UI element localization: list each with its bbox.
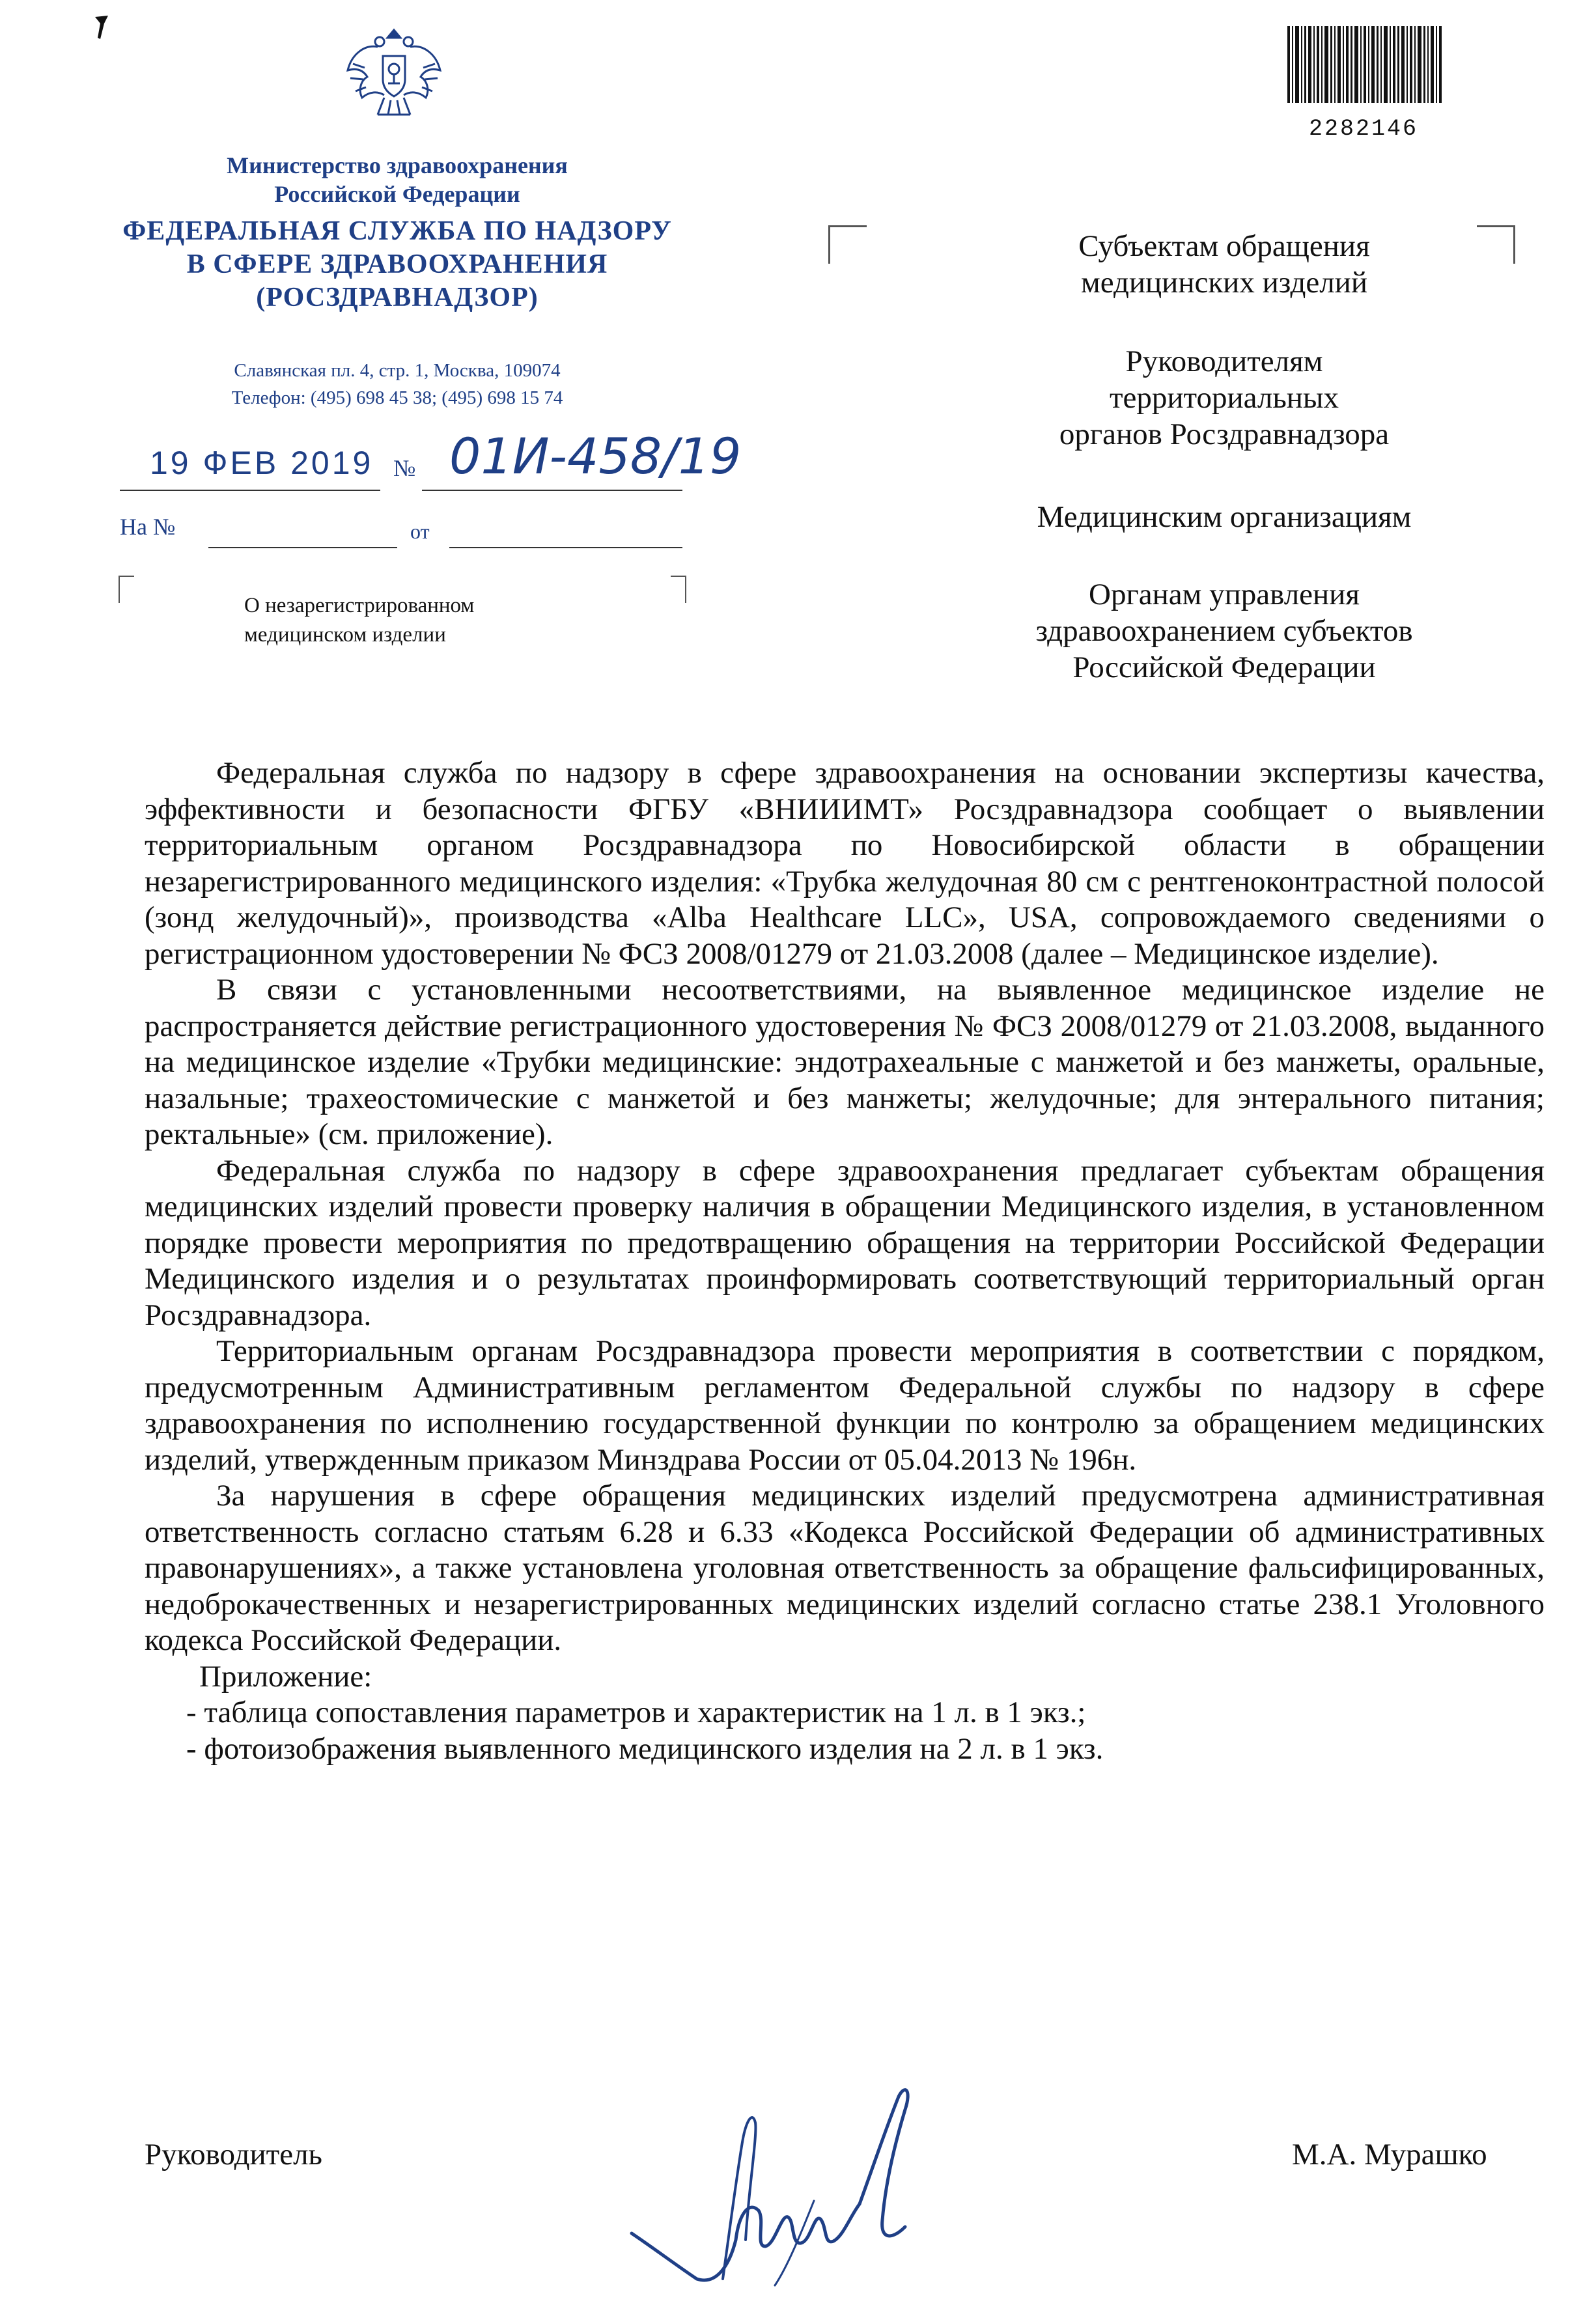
recipient-line: Руководителям (1125, 344, 1323, 378)
subject-bracket-right (671, 576, 686, 603)
ink-mark (91, 14, 111, 40)
recipient-group (925, 499, 1524, 535)
body-paragraph: Территориальным органам Росздравнадзора провести мероприятия в соответствии с порядком, предусмотренным Административным регламентом Федеральной службы по надзору в сфере здравоохранения по исполнению государственной функции по контролю за обращением медицинских изделий, утвержденным приказом Минздрава России от 05.04.2013 № 196н. (145, 1334, 1545, 1477)
recipient-line: Органам управления (1089, 578, 1360, 611)
ministry-name (169, 151, 625, 208)
date-underline (120, 490, 380, 491)
number-underline (422, 490, 682, 491)
service-line: В СФЕРЕ ЗДРАВООХРАНЕНИЯ (186, 249, 608, 279)
reply-from-underline (449, 547, 682, 548)
annex-block (145, 1659, 1545, 1768)
body-paragraph: Федеральная служба по надзору в сфере здравоохранения предлагает субъектам обращения медицинских изделий провести проверку наличия в обращении Медицинского изделия, в установленном порядке провести мероприятия по предотвращению обращения на территории Российской Федерации Медицинского изделия и о результатах проинформировать соответствующий территориальный орган Росздравнадзора. (145, 1153, 1545, 1332)
recipient-group (925, 228, 1524, 301)
signatory-name: М.А. Мурашко (1292, 2138, 1487, 2171)
signatory-position: Руководитель (145, 2138, 322, 2171)
body-paragraph: В связи с установленными несоответствиями, на выявленное медицинское изделие не распространяется действие регистрационного удостоверения № ФСЗ 2008/01279 от 21.03.2008, выданного на медицинское изделие «Трубки медицинские: эндотрахеальные с манжетой и без манжеты, оральные, назальные; трахеостомические с манжетой и без манжеты; желудочные; для энтерального питания; ректальные» (см. приложение). (145, 973, 1545, 1151)
handwritten-number: 01И-458/19 (449, 427, 742, 485)
letter-body (145, 755, 1545, 1767)
service-name (104, 215, 690, 314)
recipient-line: Медицинским организациям (1037, 500, 1412, 534)
barcode-icon (1286, 26, 1445, 103)
barcode-number: 2282146 (1309, 116, 1419, 142)
phones: Телефон: (495) 698 45 38; (495) 698 15 74 (231, 387, 563, 408)
recipient-group (925, 576, 1524, 686)
number-sign: № (393, 455, 416, 481)
service-line: ФЕДЕРАЛЬНАЯ СЛУЖБА ПО НАДЗОРУ (122, 216, 672, 246)
subject-block (244, 591, 474, 650)
service-line: (РОСЗДРАВНАДЗОР) (256, 283, 539, 313)
body-paragraph: Федеральная служба по надзору в сфере здравоохранения на основании экспертизы качества, эффективности и безопасности ФГБУ «ВНИИИМТ» Росздравнадзора сообщает о выявлении территориальным органом Росздравнадзора по Новосибирской области в обращении незарегистрированного медицинского изделия: «Трубка желудочная 80 см с рентгеноконтрастной полосой (зонд желудочный)», производства «Alba Healthcare LLC», USA, сопровождаемого сведениями о регистрационном удостоверении № ФСЗ 2008/01279 от 21.03.2008 (далее – Медицинское изделие). (145, 756, 1545, 971)
recipient-line: Субъектам обращения (1078, 229, 1370, 263)
recipient-line: здравоохранением субъектов (1035, 614, 1413, 648)
ministry-line: Министерство здравоохранения (227, 152, 568, 178)
reply-to-label: На № (120, 514, 176, 540)
state-emblem-icon (339, 18, 449, 129)
address-block (130, 357, 664, 412)
date-stamp: 19 ФЕВ 2019 (150, 445, 374, 481)
handwritten-signature (625, 2071, 977, 2292)
recipient-line: Российской Федерации (1072, 650, 1376, 684)
body-paragraph: За нарушения в сфере обращения медицинских изделий предусмотрена административная ответственность согласно статьям 6.28 и 6.33 «Кодекса Российской Федерации об административных правонарушениях», а также установлена уголовная ответственность за обращение фальсифицированных, недоброкачественных и незарегистрированных медицинских изделий согласно статье 238.1 Уголовного кодекса Российской Федерации. (145, 1479, 1545, 1657)
recipient-bracket-left (828, 225, 867, 264)
reply-from-label: от (410, 520, 430, 543)
subject-line: О незарегистрированном (244, 594, 475, 617)
annex-item: - таблица сопоставления параметров и характеристик на 1 л. в 1 экз.; (186, 1696, 1086, 1729)
recipient-line: медицинских изделий (1080, 266, 1367, 300)
subject-bracket-left (119, 576, 134, 603)
ministry-line: Российской Федерации (274, 181, 520, 207)
annex-item: - фотоизображения выявленного медицинского изделия на 2 л. в 1 экз. (186, 1731, 1104, 1766)
annex-title: Приложение: (199, 1659, 372, 1694)
recipient-group (925, 343, 1524, 453)
recipient-line: органов Росздравнадзора (1059, 417, 1390, 451)
reply-to-underline (208, 547, 397, 548)
subject-line: медицинском изделии (244, 623, 446, 647)
address: Славянская пл. 4, стр. 1, Москва, 109074 (234, 360, 561, 381)
recipient-line: территориальных (1109, 381, 1339, 415)
